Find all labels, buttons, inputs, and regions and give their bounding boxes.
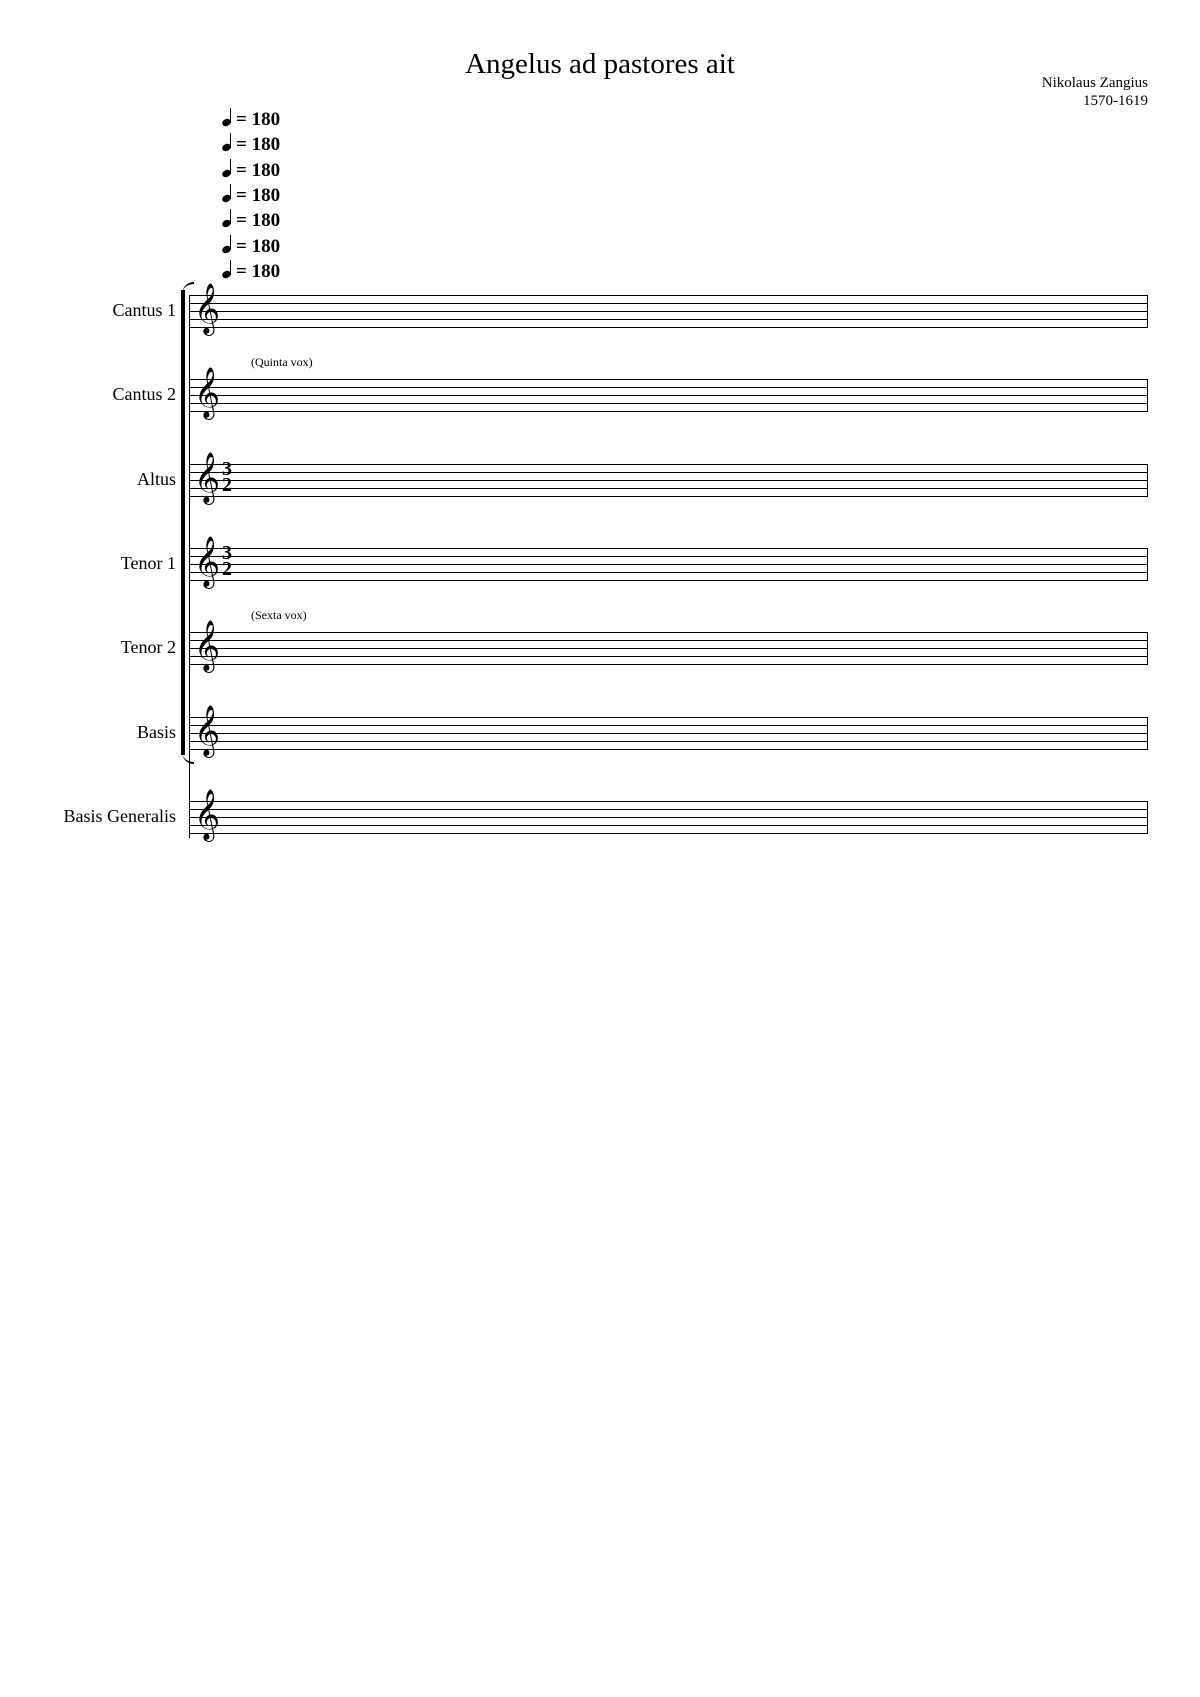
time-signature-top: 3 xyxy=(222,457,232,480)
barline xyxy=(1147,548,1148,581)
barline xyxy=(1147,801,1148,834)
staff-line xyxy=(190,733,1148,734)
staff-line xyxy=(190,801,1148,802)
staff-line xyxy=(190,303,1148,304)
staff-line xyxy=(190,749,1148,750)
staff-tenor-1 xyxy=(190,535,1148,587)
instrument-name: Basis Generalis xyxy=(63,805,176,826)
staff-line xyxy=(190,580,1148,581)
staff-line xyxy=(190,632,1148,633)
treble-clef-icon: 𝄞 xyxy=(194,788,221,840)
composer-dates: 1570-1619 xyxy=(1083,93,1148,109)
quarter-note-icon xyxy=(222,108,236,128)
tempo-mark xyxy=(222,133,280,156)
staff-line xyxy=(190,403,1148,404)
voice-annotation: (Quinta vox) xyxy=(251,355,313,370)
instrument-name: Cantus 1 xyxy=(112,300,176,320)
staff-line xyxy=(190,809,1148,810)
barline xyxy=(1147,717,1148,750)
time-signature-bottom: 2 xyxy=(222,557,232,580)
treble-clef-icon: 𝄞 xyxy=(194,704,221,756)
quarter-note-icon xyxy=(222,209,236,229)
barline xyxy=(1147,632,1148,665)
staff-basis xyxy=(190,704,1148,756)
staff-line xyxy=(190,311,1148,312)
staff-line xyxy=(190,556,1148,557)
staff-line xyxy=(190,411,1148,412)
quarter-note-icon xyxy=(222,133,236,153)
staff-line xyxy=(190,648,1148,649)
composer-name: Nikolaus Zangius xyxy=(1041,75,1148,91)
quarter-note-icon xyxy=(222,159,236,179)
tempo-mark xyxy=(222,235,280,258)
staff-basis-generalis xyxy=(190,788,1148,840)
instrument-name: Cantus 2 xyxy=(112,384,176,405)
quarter-note-icon xyxy=(222,260,236,280)
tempo-mark xyxy=(222,184,280,207)
treble-clef-icon: 𝄞 xyxy=(194,451,221,503)
staff-line xyxy=(190,395,1148,396)
instrument-name: Basis xyxy=(136,721,176,742)
tempo-mark xyxy=(222,260,280,283)
tempo-value: = 180 xyxy=(236,235,281,257)
staff-line xyxy=(190,319,1148,320)
staff-line xyxy=(190,480,1148,481)
staff-line xyxy=(190,572,1148,573)
staff-line xyxy=(190,664,1148,665)
staff-line xyxy=(190,387,1148,388)
tempo-value: = 180 xyxy=(236,109,281,130)
barline xyxy=(1147,295,1148,328)
staff-line xyxy=(190,548,1148,549)
staff-line xyxy=(190,379,1148,380)
staff-line xyxy=(190,725,1148,726)
quarter-note-icon xyxy=(222,184,236,204)
tempo-value: = 180 xyxy=(236,159,281,181)
staff-line xyxy=(190,464,1148,465)
tempo-mark xyxy=(222,159,280,182)
treble-clef-icon: 𝄞 xyxy=(194,283,221,334)
treble-clef-icon: 𝄞 xyxy=(194,367,221,419)
staff-altus xyxy=(190,451,1148,503)
barline xyxy=(1147,464,1148,497)
staff-line xyxy=(190,472,1148,473)
staff-line xyxy=(190,825,1148,826)
staff-line xyxy=(190,717,1148,718)
tempo-mark xyxy=(222,209,280,232)
staff-line xyxy=(190,327,1148,328)
quarter-note-icon xyxy=(222,235,236,255)
tempo-value: = 180 xyxy=(236,260,281,282)
staff-line xyxy=(190,564,1148,565)
staff-line xyxy=(190,817,1148,818)
staff-line xyxy=(190,833,1148,834)
staff-line xyxy=(190,488,1148,489)
instrument-name: Tenor 1 xyxy=(120,552,176,573)
instrument-name: Tenor 2 xyxy=(120,637,176,658)
choir-bracket-bottom xyxy=(182,750,194,764)
time-signature-bottom: 2 xyxy=(222,473,232,496)
barline xyxy=(1147,379,1148,412)
time-signature xyxy=(222,541,232,580)
staff-line xyxy=(190,496,1148,497)
staff-line xyxy=(190,741,1148,742)
staff-cantus-2 xyxy=(190,367,1148,419)
staff-tenor-2 xyxy=(190,620,1148,672)
voice-annotation: (Sexta vox) xyxy=(251,608,307,623)
choir-bracket xyxy=(181,290,185,755)
instrument-name: Altus xyxy=(136,468,176,489)
staff-line xyxy=(190,640,1148,641)
staff-line xyxy=(190,295,1148,296)
staff-line xyxy=(190,656,1148,657)
tempo-value: = 180 xyxy=(236,210,281,232)
staff-cantus-1 xyxy=(190,283,1148,334)
tempo-mark xyxy=(222,108,280,131)
composer-block xyxy=(1042,74,1148,110)
tempo-value: = 180 xyxy=(236,184,281,206)
time-signature xyxy=(222,457,232,496)
tempo-value: = 180 xyxy=(236,134,281,156)
treble-clef-icon: 𝄞 xyxy=(194,620,221,672)
score-title: Angelus ad pastores ait xyxy=(465,48,735,80)
treble-clef-icon: 𝄞 xyxy=(194,535,221,587)
time-signature-top: 3 xyxy=(222,541,232,564)
